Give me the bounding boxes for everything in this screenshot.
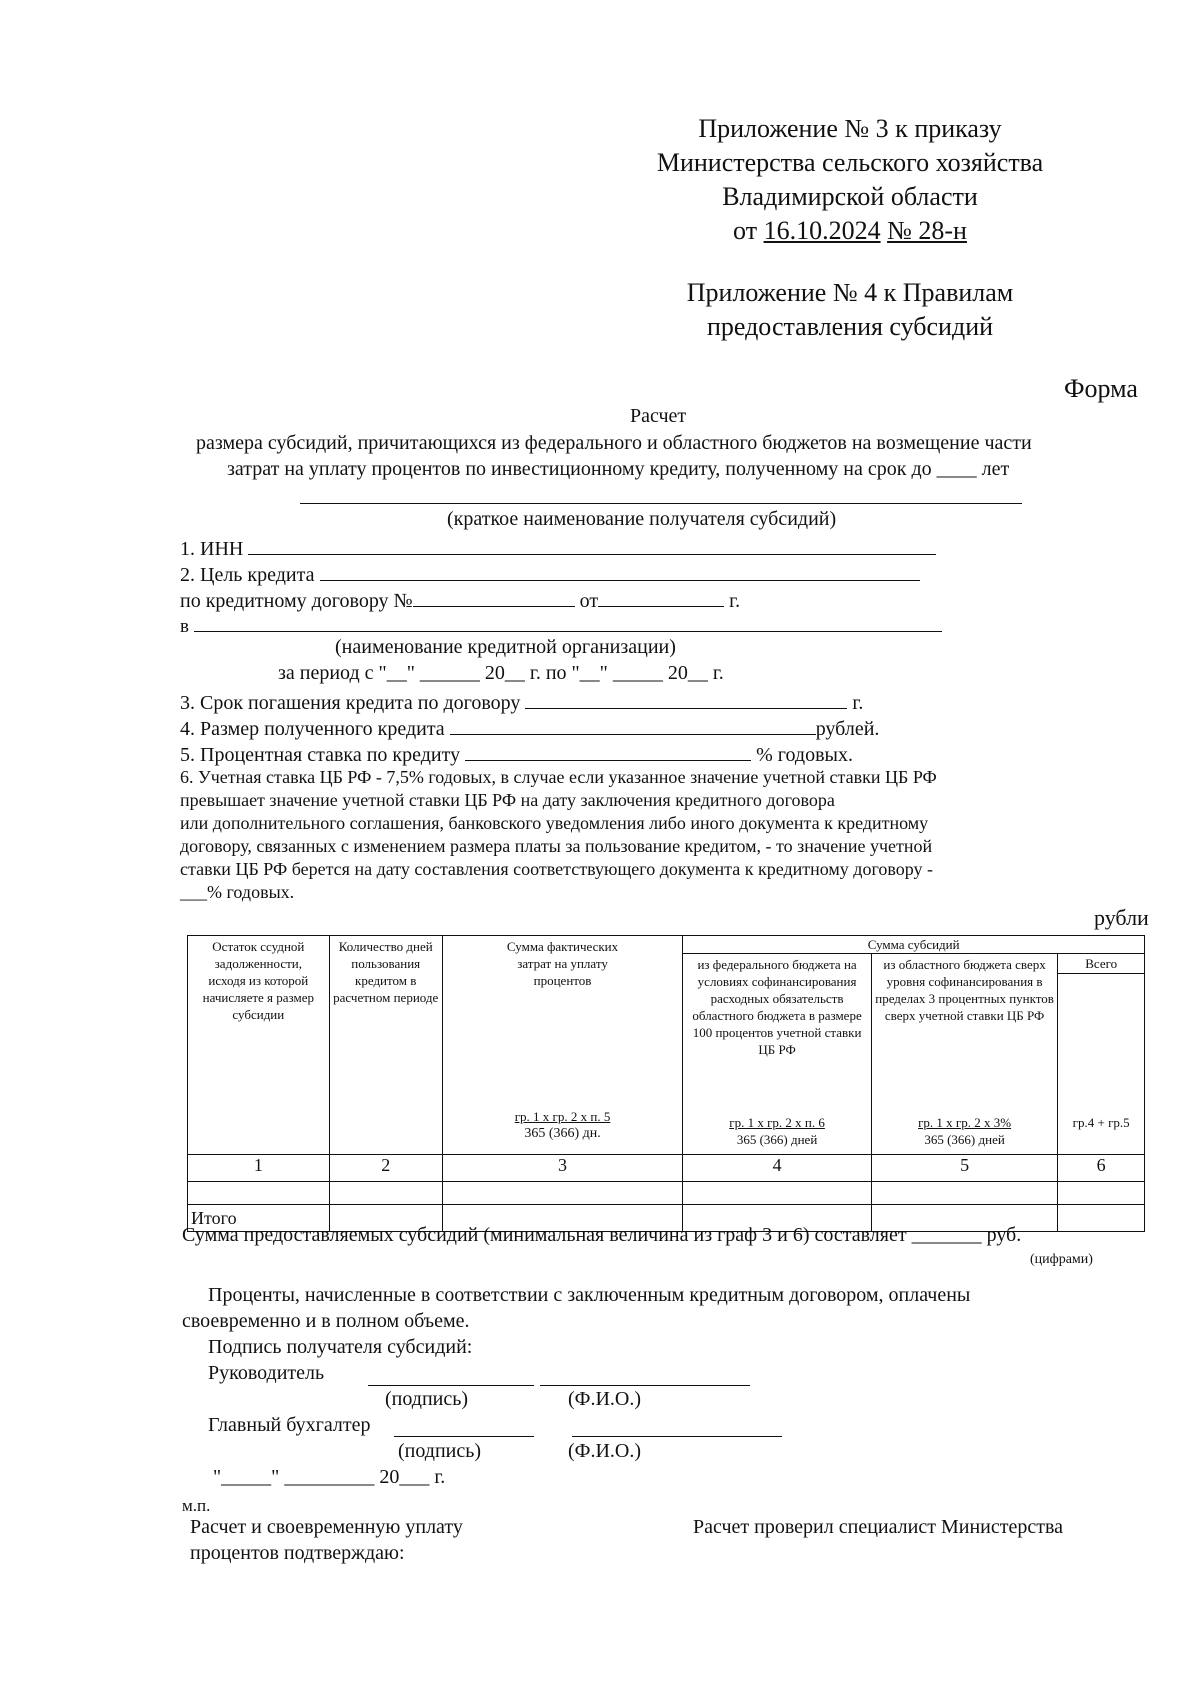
goal-line: [320, 560, 920, 581]
bank-line: [194, 612, 942, 632]
goal-field: [180, 560, 920, 587]
item6-line-2: превышает значение учетной ставки ЦБ РФ на дату заключения кредитного договора: [180, 790, 835, 810]
rate-label: 5. Процентная ставка по кредиту: [180, 744, 461, 766]
bank-caption: (наименование кредитной организации): [335, 636, 676, 658]
title-line-2: размера субсидий, причитающихся из федерального и областного бюджетов на возмещение части: [196, 432, 1032, 454]
summary-line: Сумма предоставляемых субсидий (минимальная величина из граф 3 и 6) составляет _______ руб.: [182, 1224, 1022, 1246]
empty-cell: [1058, 1182, 1145, 1205]
header-line-4: [640, 214, 1060, 248]
group-header: Сумма субсидий: [683, 936, 1145, 954]
term-field: [180, 688, 863, 715]
empty-cell: [329, 1182, 442, 1205]
rules-appendix-header: [640, 276, 1060, 344]
contract-from: от: [579, 590, 599, 612]
form-label: Форма: [1064, 374, 1138, 403]
col-number-6: 6: [1058, 1155, 1145, 1182]
item6-line-3: или дополнительного соглашения, банковского уведомления либо иного документа к кредитному: [180, 813, 929, 833]
header-line-3: Владимирской области: [722, 182, 978, 211]
amount-line: [450, 714, 816, 735]
bank-field: [180, 612, 942, 638]
col6-text: Всего: [1058, 954, 1144, 974]
col4-formula: гр. 1 х гр. 2 х п. 6: [729, 1115, 825, 1130]
head-fio-line: [540, 1385, 750, 1386]
total-label: Итого: [188, 1205, 330, 1232]
col2-header: [329, 936, 442, 1155]
amount-label: 4. Размер полученного кредита: [180, 718, 445, 740]
summary-digits: (цифрами): [1030, 1252, 1093, 1267]
subsidy-table: [187, 935, 1145, 1232]
head-sign-caption: (подпись): [385, 1388, 469, 1410]
confirm-left-1: Расчет и своевременную уплату: [190, 1516, 463, 1538]
rules-line-1: Приложение № 4 к Правилам: [686, 278, 1014, 307]
col5-header: [871, 954, 1058, 1155]
empty-cell: [188, 1182, 330, 1205]
goal-label: 2. Цель кредита: [180, 564, 315, 586]
accountant-fio-line: [572, 1436, 782, 1437]
col2-text: Количество дней пользования кредитом в расчетном периоде: [333, 939, 439, 1005]
inn-label: 1. ИНН: [180, 538, 244, 560]
col5-denominator: 365 (366) дней: [924, 1132, 1005, 1147]
accountant-sign-line: [394, 1436, 534, 1437]
total-cell: [1058, 1205, 1145, 1232]
signature-date: "_____" _________ 20___ г.: [213, 1466, 446, 1488]
contract-number-line: [413, 586, 575, 607]
term-line: [525, 688, 847, 709]
col4-header: [683, 954, 872, 1155]
confirm-left-2: процентов подтверждаю:: [190, 1542, 405, 1564]
term-suffix: г.: [852, 692, 864, 714]
col-number-3: 3: [442, 1155, 683, 1182]
col4-text: из федерального бюджета на условиях софинансирования расходных обязательств областного бюджета в размере 100 процентов учетной ставки ЦБ РФ: [692, 957, 862, 1057]
table-header-row: [188, 936, 1145, 954]
rules-line-2: предоставления субсидий: [706, 312, 994, 341]
rate-field: [180, 740, 853, 767]
header-line-1: Приложение № 3 к приказу: [698, 114, 1002, 143]
col5-text: из областного бюджета сверх уровня софинансирования в пределах 3 процентных пунктов сверх учетной ставки ЦБ РФ: [875, 957, 1054, 1023]
col3-denominator: 365 (366) дн.: [524, 1126, 601, 1141]
col-number-5: 5: [871, 1155, 1058, 1182]
rate-line: [465, 740, 751, 761]
col-number-2: 2: [329, 1155, 442, 1182]
col6-formula: гр.4 + гр.5: [1072, 1115, 1130, 1130]
title-line-1: Расчет: [630, 405, 687, 427]
column-number-row: [188, 1155, 1145, 1182]
col1-text: Остаток ссудной задолженности, исходя из которой начисляете я размер субсидии: [202, 939, 314, 1022]
order-number: № 28-н: [887, 216, 967, 245]
title-line-3: затрат на уплату процентов по инвестиционному кредиту, полученному на срок до ____ лет: [227, 458, 1010, 480]
col4-denominator: 365 (366) дней: [736, 1132, 818, 1147]
col3-formula: гр. 1 х гр. 2 х п. 5: [514, 1109, 611, 1124]
confirm-line-2: своевременно и в полном объеме.: [182, 1310, 470, 1332]
table-row: [188, 1182, 1145, 1205]
item6-line-5: ставки ЦБ РФ берется на дату составления соответствующего документа к кредитному договору -: [180, 859, 934, 879]
stamp-place: м.п.: [182, 1496, 211, 1515]
header-from: от: [733, 216, 758, 245]
accountant-sign-caption: (подпись): [398, 1440, 482, 1462]
col3-header: [442, 936, 683, 1155]
amount-suffix: рублей.: [815, 718, 880, 740]
recipient-line: [300, 503, 1022, 504]
col6-header: [1058, 954, 1145, 1155]
col-number-4: 4: [683, 1155, 872, 1182]
col-number-1: 1: [188, 1155, 330, 1182]
amount-field: [180, 714, 879, 741]
rate-suffix: % годовых.: [756, 744, 853, 766]
appendix-header: [640, 112, 1060, 248]
item6-line-4: договору, связанных с изменением размера платы за пользование кредитом, - то значение учетной: [180, 836, 933, 856]
head-sign-line: [368, 1385, 534, 1386]
accountant-fio-caption: (Ф.И.О.): [568, 1440, 642, 1462]
contract-field: [180, 586, 740, 613]
contract-date-line: [598, 586, 724, 607]
term-label: 3. Срок погашения кредита по договору: [180, 692, 521, 714]
contract-year: г.: [729, 590, 741, 612]
col3-text: Сумма фактических затрат на уплату процентов: [506, 939, 619, 988]
empty-cell: [442, 1182, 683, 1205]
signature-title: Подпись получателя субсидий:: [208, 1336, 473, 1358]
confirm-line-1: Проценты, начисленные в соответствии с заключенным кредитным договором, оплачены: [208, 1284, 971, 1306]
head-fio-caption: (Ф.И.О.): [568, 1388, 642, 1410]
empty-cell: [871, 1182, 1058, 1205]
bank-in: в: [180, 616, 189, 637]
period-field: за период с "__" ______ 20__ г. по "__" _____ 20__ г.: [278, 662, 724, 684]
empty-cell: [683, 1182, 872, 1205]
units-label: рубли: [1094, 905, 1149, 930]
item6-line-1: 6. Учетная ставка ЦБ РФ - 7,5% годовых, в случае если указанное значение учетной ставки ЦБ РФ: [180, 767, 937, 787]
accountant-label: Главный бухгалтер: [208, 1414, 371, 1436]
order-date: 16.10.2024: [763, 216, 881, 245]
head-label: Руководитель: [208, 1362, 325, 1384]
recipient-caption: (краткое наименование получателя субсидий): [447, 508, 837, 530]
item6-line-6: ___% годовых.: [180, 882, 295, 902]
col1-header: [188, 936, 330, 1155]
inn-field: [180, 534, 936, 561]
header-line-2: Министерства сельского хозяйства: [656, 148, 1044, 177]
checked-by: Расчет проверил специалист Министерства: [693, 1516, 1064, 1538]
inn-line: [248, 534, 936, 555]
contract-label: по кредитному договору №: [180, 590, 413, 612]
col5-formula: гр. 1 х гр. 2 х 3%: [918, 1115, 1012, 1130]
